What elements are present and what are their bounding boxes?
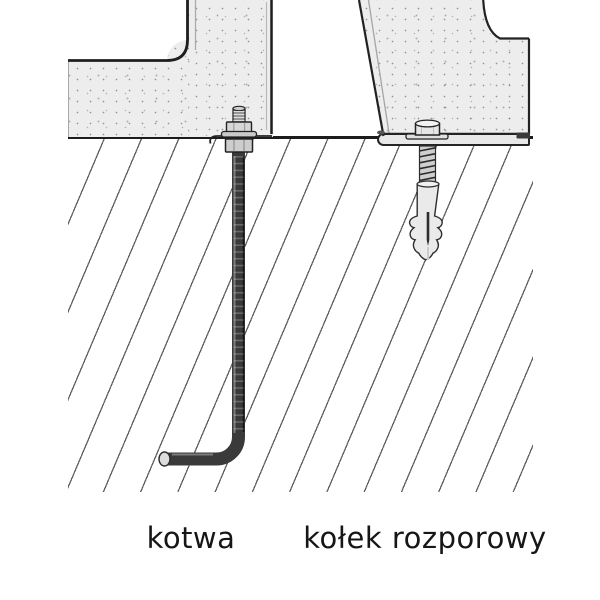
expansion-plug-assembly xyxy=(406,120,448,260)
anchor-rod xyxy=(166,152,239,459)
anchor-rod-end-cap xyxy=(159,452,170,466)
wall-plug-body xyxy=(410,184,443,260)
anchor-stud-top xyxy=(233,106,245,110)
label-kotwa: kotwa xyxy=(146,521,236,555)
right-frame-notch-edge xyxy=(483,0,529,39)
wall-plug-top xyxy=(417,181,439,187)
anchor-bottom-nut xyxy=(226,139,253,152)
base-plate-left-shadow xyxy=(377,131,385,135)
right-frame-outline xyxy=(359,0,530,139)
anchor-bolt xyxy=(159,106,257,466)
screw-head-top xyxy=(416,120,440,127)
left-frame-top-edge xyxy=(68,0,188,61)
anchor-washer xyxy=(222,132,257,138)
label-kolek-rozporowy: kołek rozporowy xyxy=(303,521,547,555)
base-plate-lip xyxy=(517,133,531,139)
